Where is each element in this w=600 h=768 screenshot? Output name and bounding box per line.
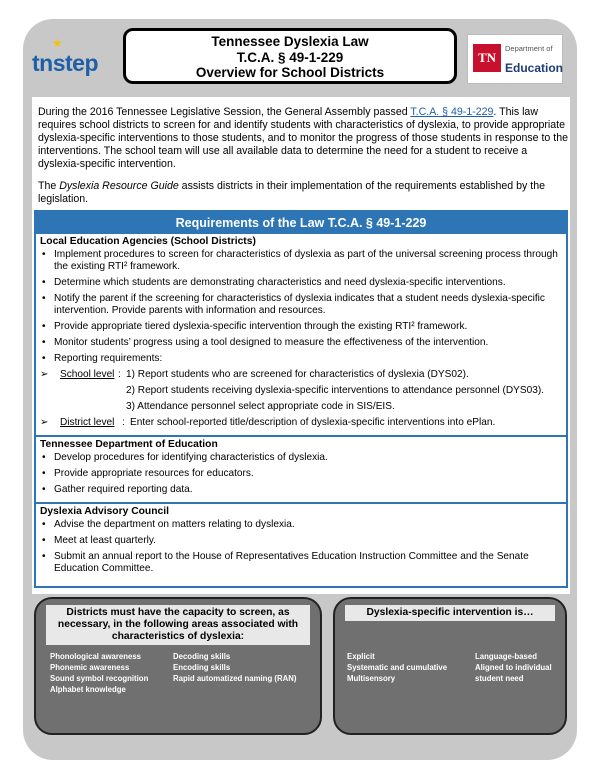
- arrow-icon: ➢: [40, 417, 49, 428]
- intervention-title: Dyslexia-specific intervention is…: [345, 605, 555, 621]
- lea-section: Local Education Agencies (School Districts) • Implement procedures to screen for characteristics of dyslexia as part of the universal screening process through the existing RTI² framework. • Determine which students are demonstrating characteristics and need dyslexia-specific interventions. • Notify the parent if the screening for characteristics of dyslexia indicates that a student needs dyslexia-specific intervention. Provide parents with information and resources. • Provide appropriate tiered dyslexia-specific intervention through the existing RTI² framework. • Monitor students’ progress using a tool designed to measure the effectiveness of the intervention. • Reporting requirements: ➢ School level : 1) Report students who are screened for characteristics of dyslexia (DYS02). 2) Report students receiving dyslexia-specific interventions to attendance personnel (DYS03). 3) Attendance personnel select appropriate code in SIS/EIS. ➢ District level : Enter school-reported title/description of dyslexia-specific interventions into ePlan.: [36, 234, 566, 435]
- tn-doe-logo: TN Department of Education: [467, 34, 563, 84]
- arrow-icon: ➢: [40, 369, 49, 380]
- intervention-col2: Language-based Aligned to individual student need: [475, 652, 552, 683]
- tdoe-section: Tennessee Department of Education • Develop procedures for identifying characteristics of dyslexia. • Provide appropriate resources for educators. • Gather required reporting data.: [36, 435, 566, 502]
- intervention-box: [333, 597, 567, 735]
- screening-areas-col2: Decoding skills Encoding skills Rapid automatized naming (RAN): [173, 652, 297, 683]
- school-level-row-3: 3) Attendance personnel select appropriate code in SIS/EIS.: [126, 401, 395, 412]
- tnstep-logo: ★ tnstep: [32, 36, 98, 76]
- title-line-1: Tennessee Dyslexia Law: [211, 34, 369, 49]
- screening-areas-col1: Phonological awareness Phonemic awareness Sound symbol recognition Alphabet knowledge: [50, 652, 149, 694]
- school-level-row: ➢ School level : 1) Report students who are screened for characteristics of dyslexia (DYS02).: [40, 369, 469, 380]
- main-content: [32, 97, 570, 594]
- list-item: • Determine which students are demonstrating characteristics and need dyslexia-specific interventions.: [54, 277, 562, 289]
- title-line-3: Overview for School Districts: [195, 65, 385, 80]
- council-section: Dyslexia Advisory Council • Advise the department on matters relating to dyslexia. • Meet at least quarterly. • Submit an annual report to the House of Representatives Education Instruction Committee and the Senate Education Committee.: [36, 502, 566, 581]
- list-item: • Gather required reporting data.: [54, 484, 562, 496]
- school-level-row-2: 2) Report students receiving dyslexia-specific interventions to attendance personnel (DYS03).: [126, 385, 544, 396]
- requirements-table: [34, 210, 568, 588]
- star-icon: ★: [52, 36, 63, 50]
- intervention-col1: Explicit Systematic and cumulative Multisensory: [347, 652, 448, 683]
- screening-areas-title: Districts must have the capacity to screen, as necessary, in the following areas associated with characteristics of dyslexia:: [46, 605, 310, 645]
- list-item: • Advise the department on matters relating to dyslexia.: [54, 519, 562, 531]
- title-box: [123, 28, 457, 84]
- tca-link[interactable]: T.C.A. § 49-1-229: [410, 106, 494, 118]
- list-item: • Notify the parent if the screening for characteristics of dyslexia indicates that a student needs dyslexia-specific intervention. Provide parents with information and resources.: [54, 293, 562, 317]
- list-item: • Provide appropriate tiered dyslexia-specific intervention through the existing RTI² framework.: [54, 321, 562, 333]
- guide-paragraph: The Dyslexia Resource Guide assists districts in their implementation of the requirements established by the legislation.: [38, 180, 545, 205]
- list-item: • Implement procedures to screen for characteristics of dyslexia as part of the universal screening process through the existing RTI² framework.: [54, 249, 562, 273]
- intro-paragraph: During the 2016 Tennessee Legislative Session, the General Assembly passed T.C.A. § 49-1-229. This law requires school districts to screen for and identify students with characteristics of dyslexia, to provide appropriate dyslexia-specific interventions to those students, and to monitor the progress of those students in response to the interventions. The school team will use all available data to determine the need for a student to receive a dyslexia-specific intervention.: [38, 106, 568, 170]
- district-level-row: ➢ District level : Enter school-reported title/description of dyslexia-specific interventions into ePlan.: [40, 417, 496, 428]
- screening-areas-box: [34, 597, 322, 735]
- list-item: • Monitor students’ progress using a tool designed to measure the effectiveness of the intervention.: [54, 337, 562, 349]
- list-item: • Reporting requirements:: [54, 353, 562, 365]
- list-item: • Meet at least quarterly.: [54, 535, 562, 547]
- list-item: • Develop procedures for identifying characteristics of dyslexia.: [54, 452, 562, 464]
- requirements-header: Requirements of the Law T.C.A. § 49-1-229: [36, 212, 566, 234]
- list-item: • Submit an annual report to the House of Representatives Education Instruction Committee and the Senate Education Committee.: [54, 551, 562, 575]
- title-line-2: T.C.A. § 49-1-229: [236, 49, 344, 65]
- list-item: • Provide appropriate resources for educators.: [54, 468, 562, 480]
